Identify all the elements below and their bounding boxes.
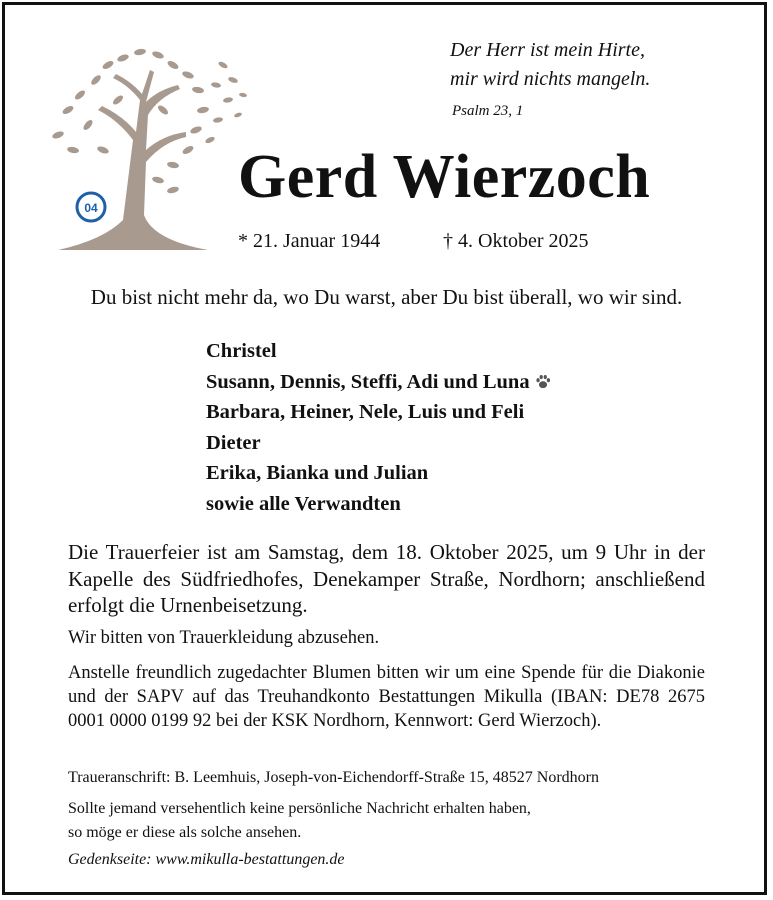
personal-notice — [68, 797, 705, 845]
tree-of-life-icon — [28, 40, 253, 255]
mourner-line: Christel — [206, 340, 277, 362]
mourning-address: Traueranschrift: B. Leemhuis, Joseph-von-Eichendorff-Straße 15, 48527 Nordhorn — [68, 769, 599, 786]
ceremony-text: Die Trauerfeier ist am Samstag, dem 18. Oktober 2025, um 9 Uhr in der Kapelle des Südfriedhofes, Denekamper Straße, Nordhorn; anschließend erfolgt die Urnenbeisetzung. — [68, 540, 705, 617]
donation-text: Anstelle freundlich zugedachter Blumen bitten wir um eine Spende für die Diakonie und der SAPV auf das Treuhandkonto Bestattungen Mikulla (IBAN: DE78 2675 0001 0000 0199 92 bei der KSK Nordhorn, Kennwort: Gerd Wierzoch). — [68, 663, 705, 731]
motto-quote: Du bist nicht mehr da, wo Du warst, aber Du bist überall, wo wir sind. — [90, 285, 683, 309]
death-date: † 4. Oktober 2025 — [443, 230, 589, 252]
memorial-page-link[interactable]: Gedenkseite: www.mikulla-bestattungen.de — [68, 851, 345, 868]
psalm-reference: Psalm 23, 1 — [452, 103, 524, 119]
emblem-text: 04 — [84, 201, 98, 215]
personal-notice-line-2: so möge er diese als solche ansehen. — [68, 824, 302, 841]
mourner-line: Dieter — [206, 431, 261, 454]
mourner-line — [206, 367, 552, 398]
paw-icon — [534, 373, 552, 391]
birth-date: * 21. Januar 1944 — [238, 230, 381, 252]
personal-notice-line-1: Sollte jemand versehentlich keine persönliche Nachricht erhalten haben, — [68, 800, 531, 817]
psalm-quote — [450, 36, 650, 94]
club-emblem-icon — [77, 193, 105, 221]
mourner-line: Barbara, Heiner, Nele, Luis und Feli — [206, 401, 525, 423]
deceased-name: Gerd Wierzoch — [238, 143, 651, 211]
clothing-note: Wir bitten von Trauerkleidung abzusehen. — [68, 628, 380, 648]
psalm-line-1: Der Herr ist mein Hirte, — [450, 39, 645, 61]
mourner-line: Erika, Bianka und Julian — [206, 462, 429, 484]
mourner-line: sowie alle Verwandten — [206, 492, 401, 515]
mourner-line-text: Susann, Dennis, Steffi, Adi und Luna — [206, 370, 530, 393]
psalm-line-2: mir wird nichts mangeln. — [450, 68, 651, 90]
mourners-list — [206, 336, 552, 519]
